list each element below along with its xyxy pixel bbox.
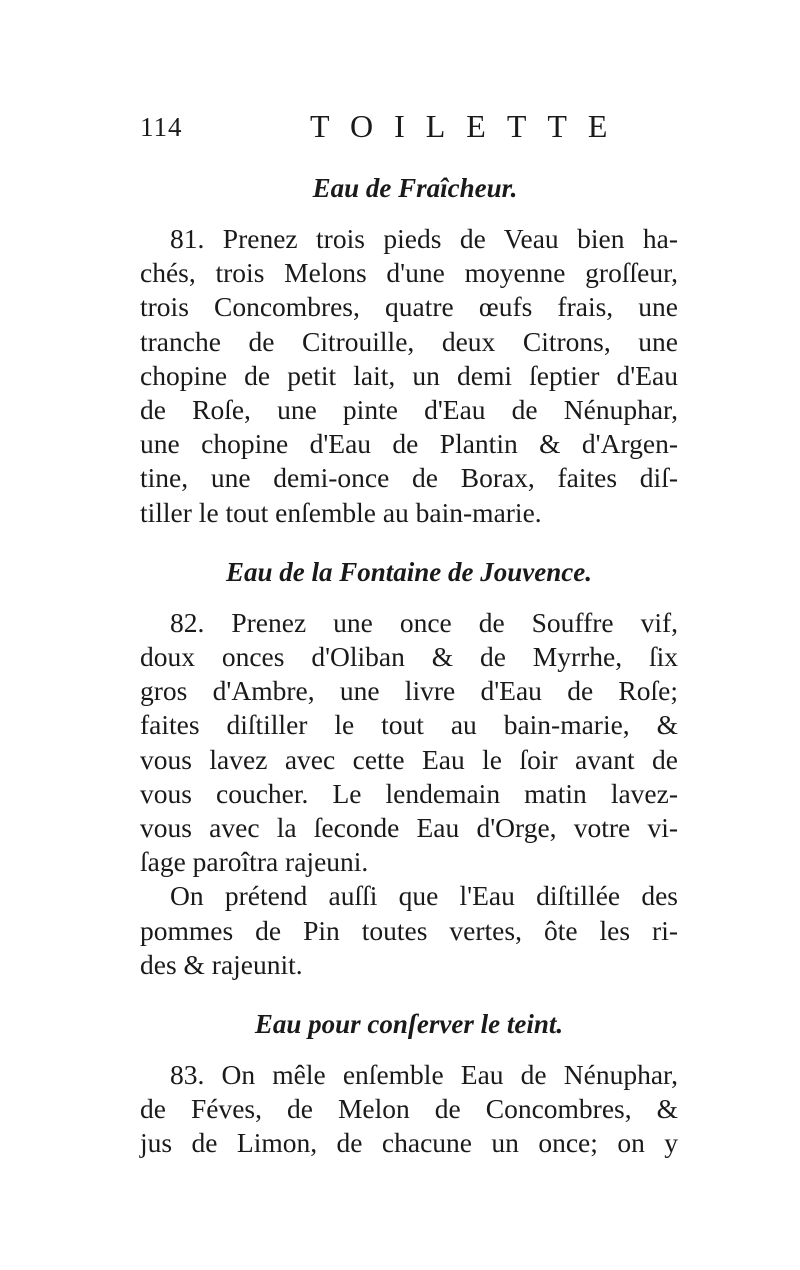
page-content [140, 168, 678, 1161]
recipe-paragraph [140, 222, 678, 530]
section-heading: Eau de Fraîcheur. [312, 173, 518, 203]
text-line: de Roſe, une pinte d'Eau de Nénuphar, [140, 394, 678, 426]
text-line: une chopine d'Eau de Plantin & d'Argen- [140, 428, 678, 460]
recipe-paragraph [140, 879, 678, 982]
text-line: tine, une demi-once de Borax, faites diſ- [140, 462, 678, 494]
recipe-paragraph [140, 1058, 678, 1161]
text-line: jus de Limon, de chacune un once; on y [140, 1127, 678, 1159]
text-line: ſage paroîtra rajeuni. [140, 846, 369, 878]
text-line: pommes de Pin toutes vertes, ôte les ri- [140, 914, 678, 946]
text-line: On prétend auſſi que l'Eau diſtillée des [170, 880, 678, 912]
section-heading: Eau de la Fontaine de Jouvence. [226, 556, 592, 587]
page-number: 114 [140, 112, 183, 142]
text-line: chés, trois Melons d'une moyenne groſſeur, [140, 257, 678, 289]
text-line: 82. Prenez une once de Souffre vif, [170, 606, 678, 638]
text-line: doux onces d'Oliban & de Myrrhe, ſix [140, 641, 678, 673]
text-line: trois Concombres, quatre œufs frais, une [140, 291, 678, 323]
text-line: de Féves, de Melon de Concombres, & [140, 1093, 678, 1125]
text-line: vous lavez avec cette Eau le ſoir avant de [140, 743, 678, 775]
running-title: TOILETTE [310, 108, 629, 144]
text-line: chopine de petit lait, un demi ſeptier d'Eau [140, 359, 678, 391]
text-line: 81. Prenez trois pieds de Veau bien ha- [170, 223, 678, 254]
text-line: tiller le tout enſemble au bain-marie. [140, 496, 542, 528]
text-line: gros d'Ambre, une livre d'Eau de Roſe; [140, 675, 678, 707]
text-line: faites diſtiller le tout au bain-marie, & [140, 709, 678, 741]
text-line: tranche de Citrouille, deux Citrons, une [140, 325, 678, 357]
text-line: vous coucher. Le lendemain matin lavez- [140, 777, 678, 809]
text-line: des & rajeunit. [140, 948, 303, 980]
section-heading: Eau pour conſerver le teint. [254, 1009, 564, 1040]
text-line: vous avec la ſeconde Eau d'Orge, votre vi- [140, 812, 678, 844]
text-line: 83. On mêle enſemble Eau de Nénuphar, [170, 1059, 678, 1091]
recipe-paragraph [140, 606, 678, 880]
running-head [140, 108, 680, 152]
